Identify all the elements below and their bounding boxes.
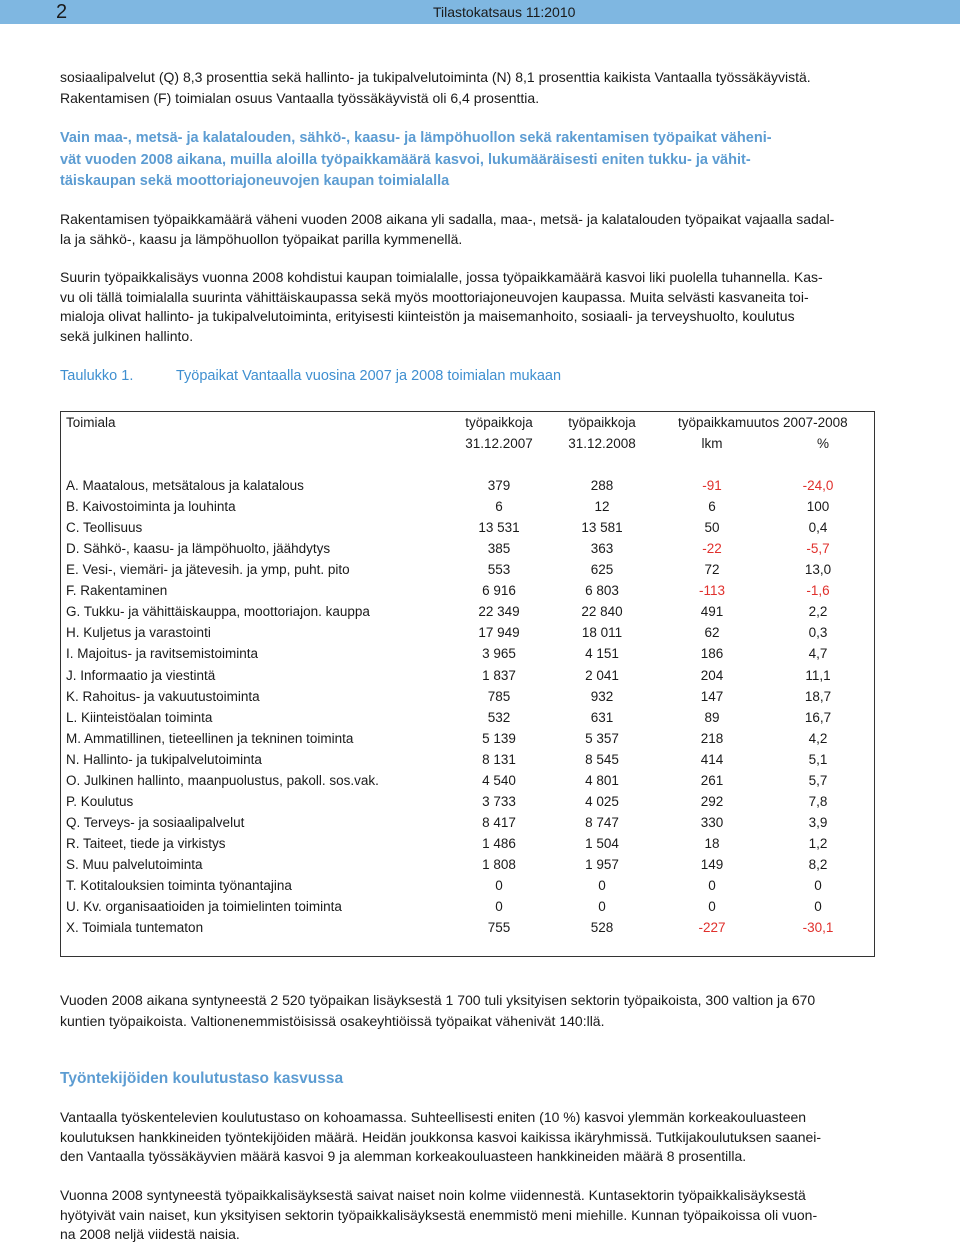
row-name: G. Tukku- ja vähittäiskauppa, moottoriajon. kauppa bbox=[66, 604, 370, 620]
row-name: J. Informaatio ja viestintä bbox=[66, 667, 216, 683]
text-line: mialoja olivat hallinto- ja tukipalvelutoiminta, erityisesti kiinteistön ja maisemanhoito, sosiaali- ja terveyshuolto, koulutus bbox=[60, 308, 795, 324]
row-value-2008: 2 041 bbox=[585, 667, 619, 683]
vuonna-paragraph bbox=[60, 1186, 880, 1245]
row-name: T. Kotitalouksien toiminta työnantajina bbox=[66, 877, 292, 893]
row-name: E. Vesi-, viemäri- ja jätevesih. ja ymp, puht. pito bbox=[66, 562, 350, 578]
text-line: kuntien työpaikoista. Valtionenemmistöisissä osakeyhtiöissä työpaikat vähenivät 140:llä. bbox=[60, 1013, 605, 1029]
row-value-2008: 1 504 bbox=[585, 835, 619, 851]
row-change-lkm: 89 bbox=[704, 709, 720, 725]
header-2008-line2: 31.12.2008 bbox=[568, 436, 636, 451]
text-line: na 2008 neljä viidestä naisia. bbox=[60, 1226, 240, 1242]
table-caption-text: Työpaikat Vantaalla vuosina 2007 ja 2008 toimialan mukaan bbox=[176, 368, 562, 384]
row-value-2008: 18 011 bbox=[581, 625, 623, 641]
row-value-2007: 6 916 bbox=[482, 583, 516, 599]
row-value-2007: 1 486 bbox=[482, 835, 516, 851]
row-change-lkm: -91 bbox=[702, 478, 722, 493]
row-value-2007: 785 bbox=[487, 688, 511, 704]
row-change-lkm: -227 bbox=[698, 920, 726, 936]
row-value-2007: 8 131 bbox=[482, 751, 516, 767]
row-change-pct: 18,7 bbox=[804, 688, 832, 704]
row-name: A. Maatalous, metsätalous ja kalatalous bbox=[66, 478, 304, 493]
row-value-2008: 631 bbox=[590, 709, 614, 725]
row-change-lkm: 149 bbox=[700, 856, 724, 872]
row-value-2008: 13 581 bbox=[581, 520, 623, 536]
text-line: Vantaalla työskentelevien koulutustaso on kohoamassa. Suhteellisesti eniten (10 %) kasvoi ylemmän korkeakouluasteen bbox=[60, 1109, 807, 1125]
text-line: koulutuksen hankkineiden työntekijöiden määrä. Heidän joukkonsa kasvoi kaikissa ikäryhmissä. Tutkijakoulutuksen saanei- bbox=[60, 1128, 822, 1145]
row-value-2007: 1 808 bbox=[482, 856, 516, 872]
row-change-lkm: -22 bbox=[702, 541, 722, 557]
row-value-2008: 0 bbox=[598, 877, 606, 893]
row-value-2007: 532 bbox=[487, 709, 511, 725]
row-value-2007: 553 bbox=[487, 562, 511, 578]
row-change-lkm: 147 bbox=[700, 688, 724, 704]
row-name: Q. Terveys- ja sosiaalipalvelut bbox=[66, 814, 245, 830]
row-name: R. Taiteet, tiede ja virkistys bbox=[66, 835, 226, 851]
row-change-pct: 13,0 bbox=[804, 562, 832, 578]
row-change-lkm: 330 bbox=[700, 814, 724, 830]
row-value-2007: 13 531 bbox=[478, 520, 520, 536]
text-line: Vuonna 2008 syntyneestä työpaikkalisäyksestä saivat naiset noin kolme viidennestä. Kuntasektorin työpaikkalisäyksestä bbox=[60, 1187, 806, 1203]
row-change-pct: 5,7 bbox=[808, 772, 828, 788]
header-2007-line2: 31.12.2007 bbox=[465, 436, 533, 451]
row-value-2008: 8 747 bbox=[585, 814, 619, 830]
row-change-pct: -5,7 bbox=[806, 541, 830, 557]
row-name: F. Rakentaminen bbox=[66, 583, 168, 599]
row-change-lkm: 292 bbox=[700, 793, 724, 809]
row-change-pct: 4,2 bbox=[808, 730, 828, 746]
row-change-lkm: 186 bbox=[700, 646, 724, 662]
row-change-pct: 4,7 bbox=[808, 646, 828, 662]
row-value-2008: 4 801 bbox=[585, 772, 619, 788]
section-heading: Työntekijöiden koulutustaso kasvussa bbox=[60, 1070, 344, 1087]
row-value-2007: 3 965 bbox=[482, 646, 516, 662]
publication-title: Tilastokatsaus 11:2010 bbox=[433, 4, 576, 20]
text-line: sekä julkinen hallinto. bbox=[60, 327, 194, 344]
page-number: 2 bbox=[56, 1, 68, 23]
vantaalla-paragraph bbox=[60, 1108, 880, 1167]
row-name: X. Toimiala tuntematon bbox=[66, 920, 204, 936]
text-line: den Vantaalla työssäkäyvien määrä kasvoi 9 ja alemman korkeakouluasteen hankkineiden määrä 8 prosentilla. bbox=[60, 1148, 747, 1164]
row-change-pct: 0 bbox=[814, 899, 822, 914]
row-value-2007: 5 139 bbox=[482, 730, 516, 746]
row-change-lkm: 491 bbox=[700, 604, 724, 620]
row-change-lkm: 18 bbox=[704, 835, 720, 851]
row-name: H. Kuljetus ja varastointi bbox=[66, 625, 211, 641]
row-value-2007: 1 837 bbox=[482, 667, 516, 683]
row-change-lkm: 0 bbox=[708, 899, 716, 914]
header-pct: % bbox=[816, 436, 829, 451]
row-name: O. Julkinen hallinto, maanpuolustus, pakoll. sos.vak. bbox=[66, 772, 379, 788]
text-line: sosiaalipalvelut (Q) 8,3 prosenttia sekä hallinto- ja tukipalvelutoiminta (N) 8,1 prosenttia kaikista Vantaalla työssäkäyvistä. bbox=[60, 69, 811, 85]
row-value-2008: 4 025 bbox=[585, 793, 619, 809]
text-line: vät vuoden 2008 aikana, muilla aloilla työpaikkamäärä kasvoi, lukumääräisesti eniten tukku- ja vähit- bbox=[60, 151, 751, 168]
rakentamisen-paragraph bbox=[60, 210, 880, 249]
row-value-2007: 8 417 bbox=[482, 814, 516, 830]
header-change: työpaikkamuutos 2007-2008 bbox=[678, 415, 848, 430]
row-change-lkm: 414 bbox=[700, 751, 724, 767]
row-value-2008: 288 bbox=[590, 478, 614, 493]
text-line: Rakentamisen työpaikkamäärä väheni vuoden 2008 aikana yli sadalla, maa-, metsä- ja kalatalouden työpaikat vajaalla sadal- bbox=[60, 211, 835, 227]
row-name: I. Majoitus- ja ravitsemistoiminta bbox=[66, 646, 259, 662]
row-change-pct: 5,1 bbox=[808, 751, 828, 767]
row-change-pct: 8,2 bbox=[808, 856, 828, 872]
row-change-pct: 100 bbox=[806, 499, 830, 514]
row-value-2008: 6 803 bbox=[585, 583, 619, 599]
row-value-2007: 379 bbox=[487, 478, 511, 493]
row-name: L. Kiinteistöalan toiminta bbox=[66, 709, 213, 725]
table-caption-label: Taulukko 1. bbox=[60, 368, 134, 384]
row-change-pct: -30,1 bbox=[802, 920, 834, 936]
row-change-pct: -24,0 bbox=[802, 478, 834, 493]
row-value-2008: 12 bbox=[594, 499, 610, 514]
row-name: P. Koulutus bbox=[66, 793, 134, 809]
row-name: M. Ammatillinen, tieteellinen ja tekninen toiminta bbox=[66, 730, 354, 746]
row-change-lkm: 6 bbox=[708, 499, 716, 514]
text-line: la ja sähkö-, kaasu ja lämpöhuollon työpaikat parilla kymmenellä. bbox=[60, 230, 463, 247]
row-change-lkm: 204 bbox=[700, 667, 724, 683]
row-name: U. Kv. organisaatioiden ja toimielinten toiminta bbox=[66, 899, 342, 914]
text-line: Vuoden 2008 aikana syntyneestä 2 520 työpaikan lisäyksestä 1 700 tuli yksityisen sektorin työpaikoista, 300 valtion ja 670 bbox=[60, 992, 816, 1008]
row-value-2007: 6 bbox=[495, 499, 503, 514]
suurin-paragraph bbox=[60, 268, 880, 346]
row-change-pct: 1,2 bbox=[808, 835, 828, 851]
header-2007-line1: työpaikkoja bbox=[465, 415, 533, 430]
row-change-pct: 0,4 bbox=[808, 520, 828, 536]
row-value-2007: 755 bbox=[487, 920, 511, 936]
row-change-pct: 3,9 bbox=[808, 814, 828, 830]
row-value-2007: 0 bbox=[495, 877, 503, 893]
row-value-2008: 22 840 bbox=[581, 604, 623, 620]
intro-paragraph bbox=[60, 67, 880, 109]
row-value-2008: 528 bbox=[590, 920, 614, 936]
header-toimiala: Toimiala bbox=[66, 415, 116, 430]
text-line: vu oli tällä toimialalla suurinta vähittäiskaupassa sekä myös moottoriajoneuvojen kaupassa. Muita selvästi kasvaneita toi- bbox=[60, 288, 809, 305]
row-change-lkm: 62 bbox=[704, 625, 720, 641]
row-value-2008: 4 151 bbox=[585, 646, 619, 662]
row-change-lkm: 0 bbox=[708, 877, 716, 893]
row-value-2007: 4 540 bbox=[482, 772, 516, 788]
text-line: hyötyivät vain naiset, kun yksityisen sektorin työpaikkalisäyksestä enemmistö meni miehille. Kunnan työpaikoissa oli vuon- bbox=[60, 1206, 818, 1223]
row-value-2007: 0 bbox=[495, 899, 503, 914]
row-name: N. Hallinto- ja tukipalvelutoiminta bbox=[66, 751, 262, 767]
row-change-pct: 0,3 bbox=[808, 625, 828, 641]
row-value-2007: 17 949 bbox=[478, 625, 520, 641]
header-lkm: lkm bbox=[701, 436, 723, 451]
row-value-2007: 22 349 bbox=[478, 604, 520, 620]
lead-paragraph bbox=[60, 128, 885, 193]
row-name: K. Rahoitus- ja vakuutustoiminta bbox=[66, 688, 260, 704]
row-value-2008: 0 bbox=[598, 899, 606, 914]
text-line: täiskaupan sekä moottoriajoneuvojen kaupan toimialalla bbox=[60, 173, 450, 189]
text-line: Vain maa-, metsä- ja kalatalouden, sähkö-, kaasu- ja lämpöhuollon sekä rakentamisen työpaikat väheni- bbox=[60, 130, 772, 146]
row-change-pct: 11,1 bbox=[805, 667, 831, 683]
text-line: Rakentamisen (F) toimialan osuus Vantaalla työssäkäyvistä oli 6,4 prosenttia. bbox=[60, 90, 540, 106]
row-value-2007: 3 733 bbox=[482, 793, 516, 809]
row-value-2007: 385 bbox=[487, 541, 511, 557]
row-change-pct: 7,8 bbox=[808, 793, 828, 809]
row-name: S. Muu palvelutoiminta bbox=[66, 856, 203, 872]
row-value-2008: 8 545 bbox=[585, 751, 619, 767]
vuoden-paragraph bbox=[60, 990, 880, 1032]
row-name: D. Sähkö-, kaasu- ja lämpöhuolto, jäähdytys bbox=[66, 541, 331, 557]
row-name: B. Kaivostoiminta ja louhinta bbox=[66, 499, 236, 514]
row-change-pct: 16,7 bbox=[804, 709, 832, 725]
header-2008-line1: työpaikkoja bbox=[568, 415, 636, 430]
row-change-pct: 0 bbox=[814, 877, 822, 893]
row-value-2008: 1 957 bbox=[585, 856, 619, 872]
row-change-lkm: 261 bbox=[700, 772, 724, 788]
row-value-2008: 363 bbox=[590, 541, 614, 557]
employment-table bbox=[60, 411, 875, 957]
row-change-lkm: 50 bbox=[704, 520, 720, 536]
row-change-lkm: 218 bbox=[700, 730, 724, 746]
row-value-2008: 932 bbox=[590, 688, 614, 704]
row-name: C. Teollisuus bbox=[66, 520, 143, 536]
text-line: Suurin työpaikkalisäys vuonna 2008 kohdistui kaupan toimialalle, jossa työpaikkamäärä kasvoi liki puolella tuhannella. Kas- bbox=[60, 269, 823, 285]
row-value-2008: 5 357 bbox=[585, 730, 619, 746]
row-change-pct: -1,6 bbox=[806, 583, 830, 599]
row-value-2008: 625 bbox=[590, 562, 614, 578]
row-change-lkm: -113 bbox=[698, 583, 726, 599]
row-change-pct: 2,2 bbox=[808, 604, 828, 620]
row-change-lkm: 72 bbox=[704, 562, 720, 578]
